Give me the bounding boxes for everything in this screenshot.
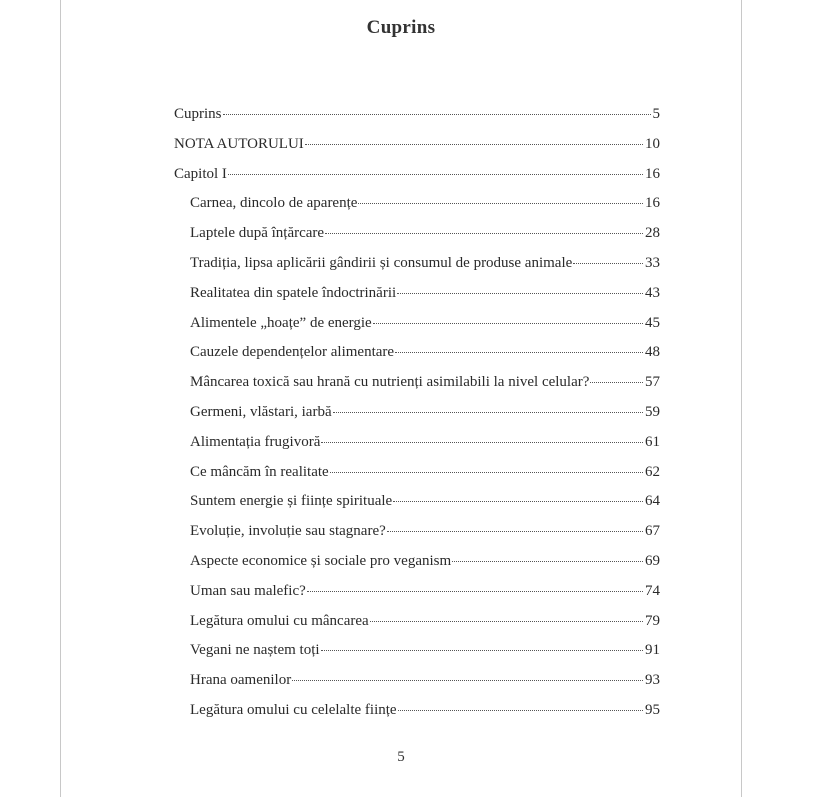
- dot-leader: [307, 591, 643, 592]
- toc-entry[interactable]: [174, 225, 660, 255]
- toc-entry[interactable]: [174, 672, 660, 702]
- toc-entry[interactable]: [174, 523, 660, 553]
- toc-entry-label: Aspecte economice și sociale pro veganism: [190, 552, 452, 569]
- toc-entry-label: Tradiția, lipsa aplicării gândirii și consumul de produse animale: [190, 254, 573, 271]
- dot-leader: [223, 114, 651, 115]
- toc-entry[interactable]: [174, 434, 660, 464]
- toc-entry-label: Evoluție, involuție sau stagnare?: [190, 523, 386, 540]
- toc-entry[interactable]: [174, 374, 660, 404]
- toc-entry-label: Alimentația frugivoră: [190, 433, 321, 450]
- dot-leader: [370, 621, 643, 622]
- toc-entry-label: NOTA AUTORULUI: [174, 135, 304, 152]
- dot-leader: [330, 472, 643, 473]
- toc-entry-page: 67: [645, 523, 660, 540]
- toc-entry[interactable]: [174, 493, 660, 523]
- toc-entry[interactable]: [174, 255, 660, 285]
- toc-entry-page: 16: [645, 165, 660, 182]
- toc-entry-page: 28: [645, 225, 660, 242]
- toc-entry-label: Mâncarea toxică sau hrană cu nutrienți asimilabili la nivel celular?: [190, 374, 590, 391]
- toc-entry-label: Germeni, vlăstari, iarbă: [190, 403, 332, 420]
- toc-entry[interactable]: [174, 583, 660, 613]
- toc-entry-page: 79: [645, 612, 660, 629]
- toc-entry-label: Cuprins: [174, 106, 222, 122]
- dot-leader: [398, 710, 643, 711]
- toc-entry-page: 33: [645, 254, 660, 271]
- toc-entry-label: Alimentele „hoațe” de energie: [190, 314, 372, 331]
- toc-entry-label: Legătura omului cu mâncarea: [190, 612, 369, 629]
- dot-leader: [573, 263, 643, 264]
- dot-leader: [395, 352, 643, 353]
- toc-entry[interactable]: [174, 702, 660, 732]
- toc-entry-label: Ce mâncăm în realitate: [190, 463, 329, 480]
- toc-entry[interactable]: [174, 404, 660, 434]
- dot-leader: [305, 144, 643, 145]
- toc-entry-page: 43: [645, 284, 660, 301]
- toc-entry[interactable]: [174, 464, 660, 494]
- toc-entry[interactable]: [174, 344, 660, 374]
- toc-entry-label: Legătura omului cu celelalte ființe: [190, 701, 397, 718]
- table-of-contents: [174, 106, 660, 732]
- toc-entry[interactable]: [174, 106, 660, 136]
- dot-leader: [321, 442, 643, 443]
- toc-entry-page: 95: [645, 701, 660, 718]
- toc-entry-page: 69: [645, 552, 660, 569]
- toc-entry-page: 45: [645, 314, 660, 331]
- toc-entry-page: 5: [652, 106, 660, 122]
- dot-leader: [358, 203, 643, 204]
- toc-entry[interactable]: [174, 315, 660, 345]
- toc-entry-label: Laptele după înțărcare: [190, 225, 325, 242]
- toc-entry-label: Realitatea din spatele îndoctrinării: [190, 284, 397, 301]
- toc-entry-label: Uman sau malefic?: [190, 582, 306, 599]
- toc-entry-page: 64: [645, 493, 660, 510]
- toc-entry-label: Capitol I: [174, 165, 227, 182]
- toc-entry-page: 91: [645, 642, 660, 659]
- toc-entry-label: Carnea, dincolo de aparențe: [190, 195, 358, 212]
- toc-entry-label: Suntem energie și ființe spirituale: [190, 493, 393, 510]
- dot-leader: [228, 174, 643, 175]
- toc-entry[interactable]: [174, 613, 660, 643]
- toc-entry-page: 74: [645, 582, 660, 599]
- dot-leader: [325, 233, 643, 234]
- dot-leader: [387, 531, 643, 532]
- dot-leader: [452, 561, 643, 562]
- toc-entry-page: 61: [645, 433, 660, 450]
- toc-entry-page: 48: [645, 344, 660, 361]
- toc-entry[interactable]: [174, 553, 660, 583]
- toc-entry[interactable]: [174, 195, 660, 225]
- dot-leader: [292, 680, 643, 681]
- toc-entry-label: Hrana oamenilor: [190, 672, 292, 689]
- dot-leader: [397, 293, 643, 294]
- page-title: Cuprins: [366, 17, 436, 38]
- dot-leader: [373, 323, 643, 324]
- toc-entry[interactable]: [174, 642, 660, 672]
- toc-entry[interactable]: [174, 166, 660, 196]
- toc-entry[interactable]: [174, 136, 660, 166]
- toc-entry-label: Cauzele dependențelor alimentare: [190, 344, 395, 361]
- toc-entry-page: 10: [645, 135, 660, 152]
- toc-entry-page: 16: [645, 195, 660, 212]
- dot-leader: [590, 382, 643, 383]
- toc-entry-label: Vegani ne naștem toți: [190, 642, 320, 659]
- toc-entry-page: 57: [645, 374, 660, 391]
- document-page: [60, 0, 742, 797]
- page-number: 5: [397, 749, 405, 765]
- toc-entry-page: 59: [645, 403, 660, 420]
- toc-entry-page: 93: [645, 672, 660, 689]
- dot-leader: [333, 412, 643, 413]
- toc-entry[interactable]: [174, 285, 660, 315]
- toc-entry-page: 62: [645, 463, 660, 480]
- dot-leader: [321, 650, 643, 651]
- dot-leader: [393, 501, 643, 502]
